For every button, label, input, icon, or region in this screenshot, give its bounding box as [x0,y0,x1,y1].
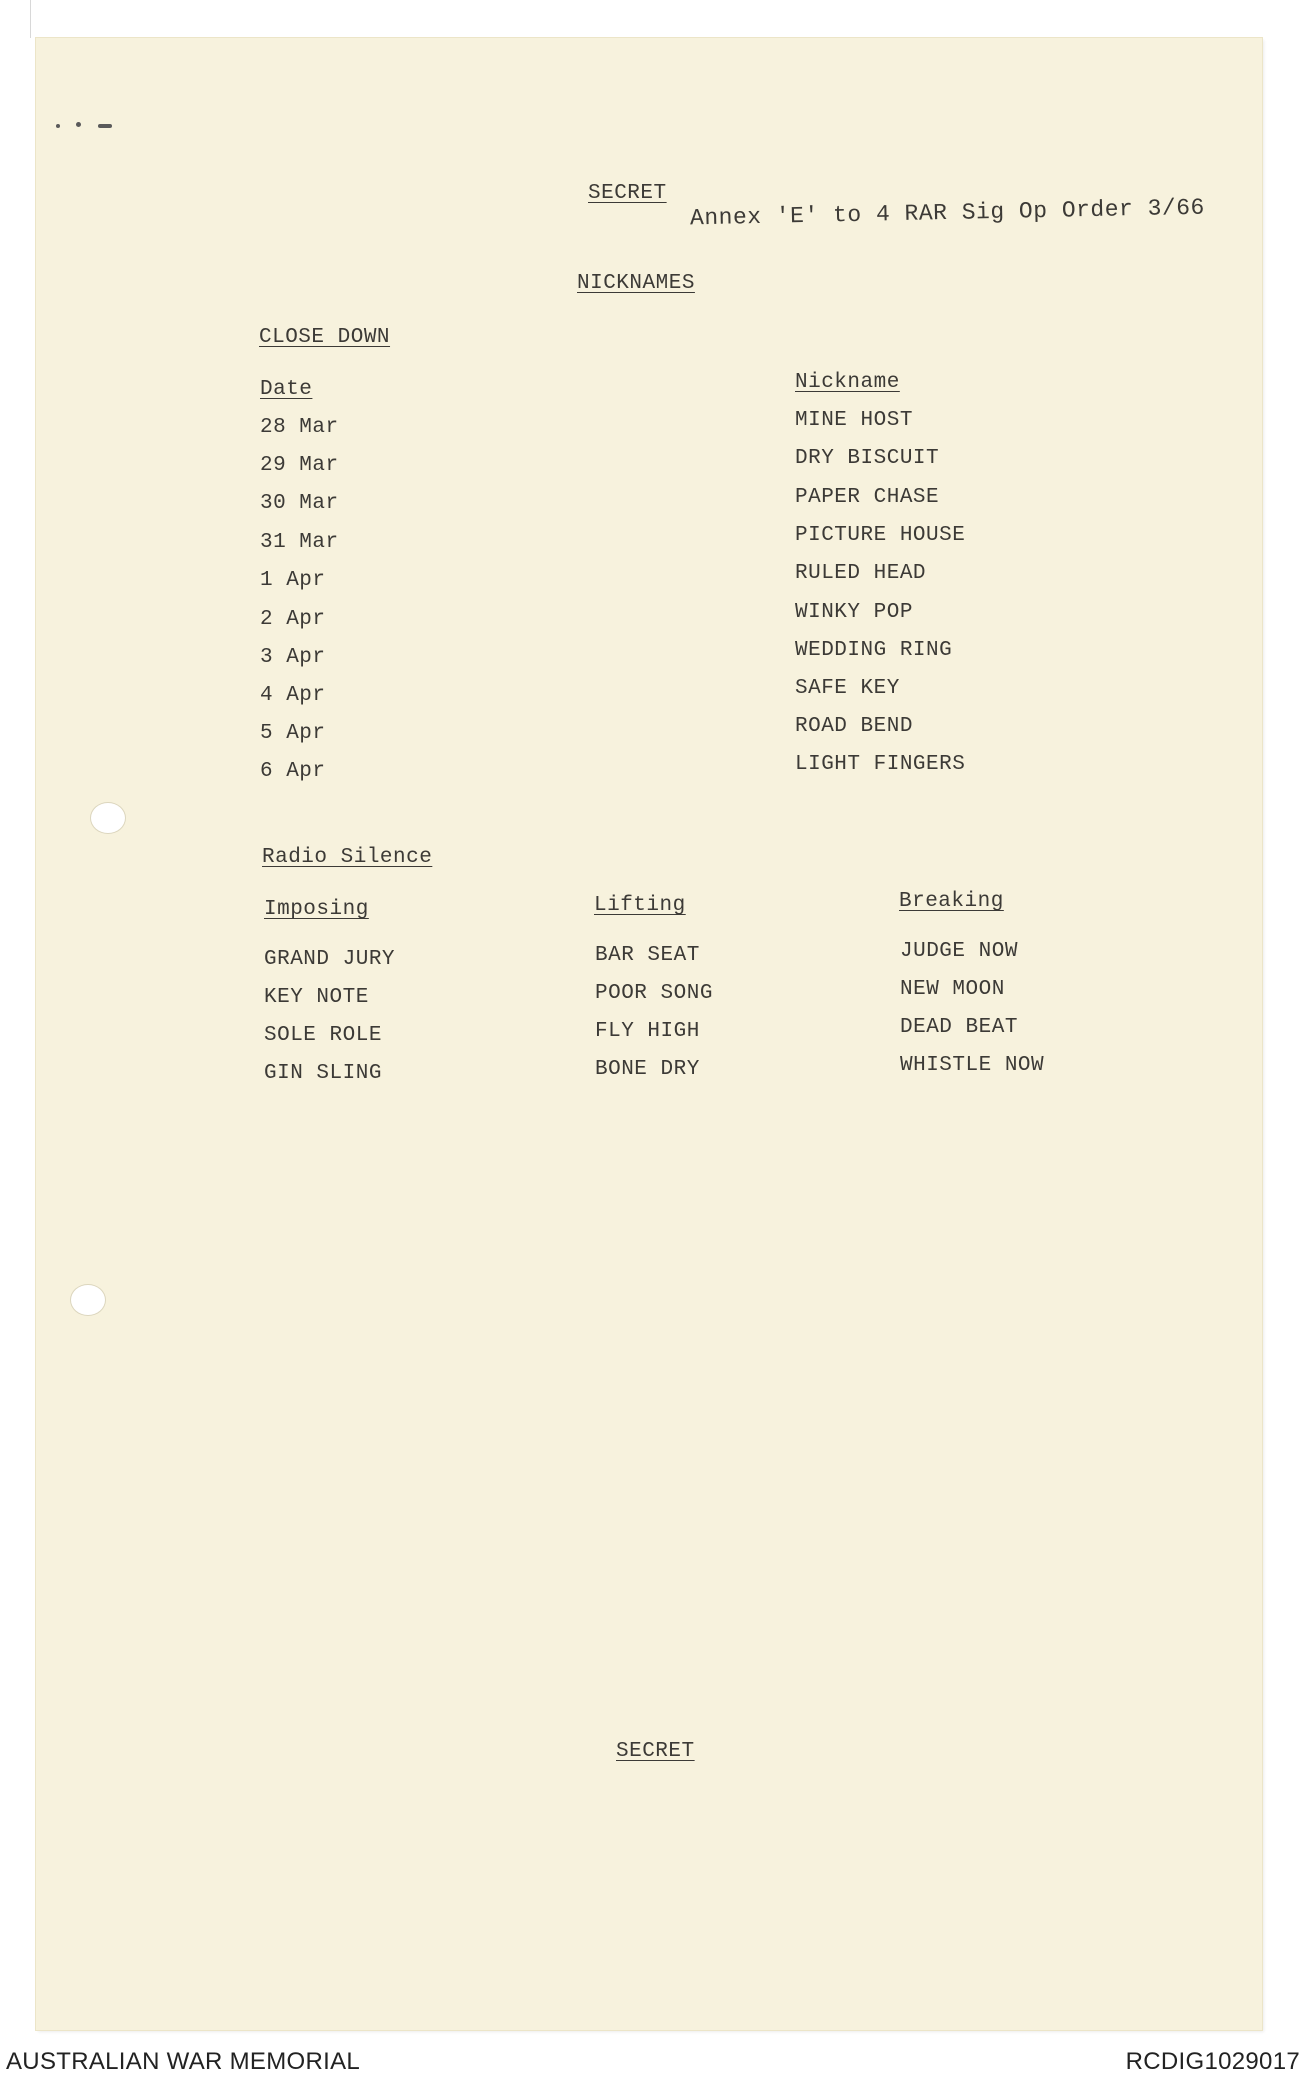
list-item: BONE DRY [595,1058,700,1081]
list-item: DEAD BEAT [900,1016,1018,1039]
punch-hole-lower [70,1284,106,1316]
list-item: JUDGE NOW [900,940,1018,963]
nickname-cell: SAFE KEY [795,677,900,700]
nickname-cell: DRY BISCUIT [795,447,940,470]
footer-classification: SECRET [616,1740,695,1763]
annex-reference: Annex 'E' to 4 RAR Sig Op Order 3/66 [689,194,1206,232]
close-down-heading: CLOSE DOWN [259,326,391,349]
date-cell: 4 Apr [260,684,326,707]
ink-speck [56,124,60,128]
document-title: NICKNAMES [577,272,695,295]
date-cell: 5 Apr [260,722,326,745]
date-cell: 6 Apr [260,760,326,783]
list-item: BAR SEAT [595,944,700,967]
nickname-cell: PICTURE HOUSE [795,524,966,547]
date-cell: 1 Apr [260,569,326,592]
date-cell: 2 Apr [260,608,326,631]
lifting-column-header: Lifting [594,894,686,917]
date-cell: 30 Mar [260,492,339,515]
date-cell: 31 Mar [260,531,339,554]
list-item: FLY HIGH [595,1020,700,1043]
ink-speck [76,122,81,127]
list-item: GIN SLING [264,1062,382,1085]
scan-edge-line [30,0,31,38]
list-item: NEW MOON [900,978,1005,1001]
archive-credit: AUSTRALIAN WAR MEMORIAL [6,2048,361,2075]
date-cell: 3 Apr [260,646,326,669]
document-page [36,38,1262,2030]
nickname-cell: ROAD BEND [795,715,913,738]
breaking-column-header: Breaking [899,890,1004,913]
imposing-column-header: Imposing [264,898,369,921]
archive-id: RCDIG1029017 [1125,2048,1300,2075]
nickname-cell: WINKY POP [795,601,913,624]
punch-hole-upper [90,802,126,834]
date-cell: 28 Mar [260,416,339,439]
list-item: POOR SONG [595,982,713,1005]
list-item: SOLE ROLE [264,1024,382,1047]
list-item: KEY NOTE [264,986,369,1009]
date-column-header: Date [260,378,313,401]
list-item: WHISTLE NOW [900,1054,1045,1077]
nickname-cell: PAPER CHASE [795,486,940,509]
header-classification: SECRET [588,182,667,205]
nickname-cell: LIGHT FINGERS [795,753,966,776]
nickname-cell: WEDDING RING [795,639,953,662]
nickname-cell: RULED HEAD [795,562,927,585]
radio-silence-heading: Radio Silence [262,846,433,869]
ink-speck [98,124,112,128]
date-cell: 29 Mar [260,454,339,477]
nickname-column-header: Nickname [795,371,900,394]
list-item: GRAND JURY [264,948,396,971]
nickname-cell: MINE HOST [795,409,913,432]
